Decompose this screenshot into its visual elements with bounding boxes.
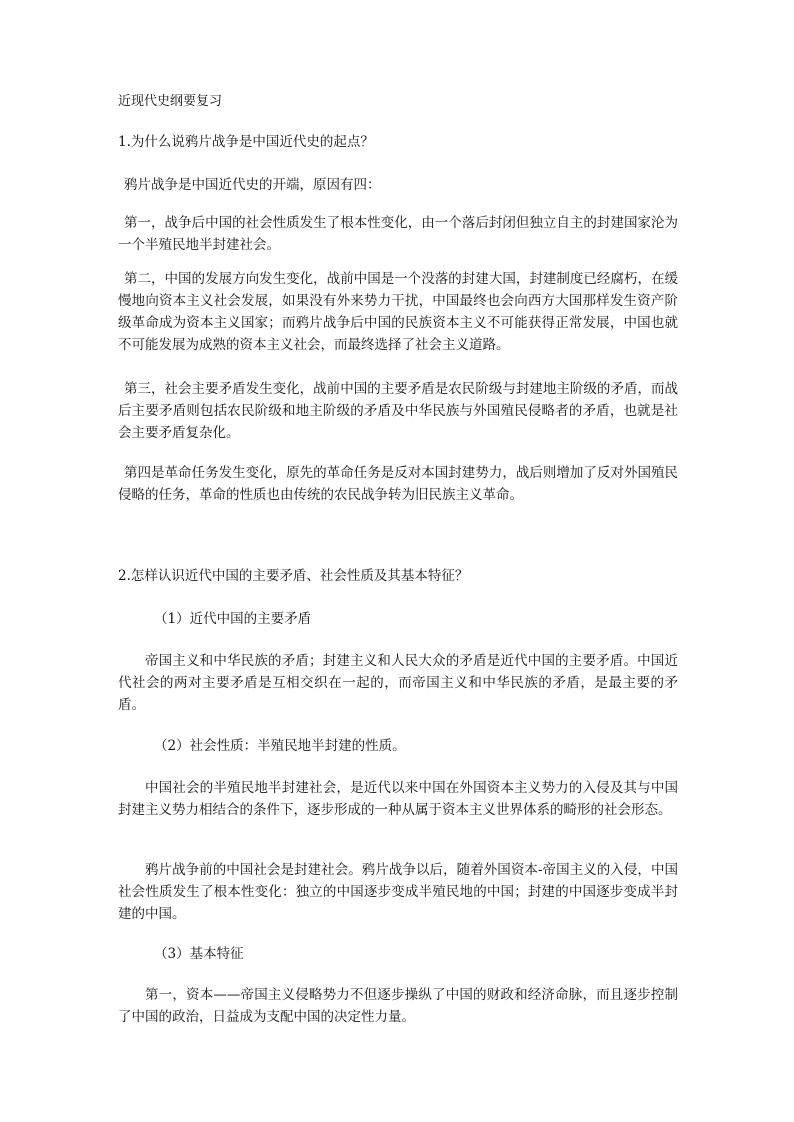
q2-section-2-heading: （2）社会性质：半殖民地半封建的性质。	[154, 738, 406, 754]
document-title: 近现代史纲要复习	[118, 94, 223, 109]
q2-section-1-paragraph: 帝国主义和中华民族的矛盾；封建主义和人民大众的矛盾是近代中国的主要矛盾。中国近代社会的两对主要矛盾是互相交织在一起的，而帝国主义和中华民族的矛盾，是最主要的矛盾。	[118, 653, 678, 713]
q1-point-2-paragraph: 第二，中国的发展方向发生变化，战前中国是一个没落的封建大国，封建制度已经腐朽，在缓慢地向资本主义社会发展，如果没有外来势力干扰，中国最终也会向西方大国那样发生资产阶级革命成为资本主义国家；而鸦片战争后中国的民族资本主义不可能获得正常发展，中国也就不可能发展为成熟的资本主义社会，而最终选择了社会主义道路。	[118, 271, 678, 353]
question-1-heading: 1.为什么说鸦片战争是中国近代史的起点？	[118, 134, 374, 150]
question-2-heading: 2.怎样认识近代中国的主要矛盾、社会性质及其基本特征？	[118, 568, 469, 584]
q2-section-1-heading: （1）近代中国的主要矛盾	[154, 611, 312, 627]
q1-intro-paragraph: 鸦片战争是中国近代史的开端，原因有四：	[124, 177, 381, 193]
q1-point-4-paragraph: 第四是革命任务发生变化，原先的革命任务是反对本国封建势力，战后则增加了反对外国殖民侵略的任务，革命的性质也由传统的农民战争转为旧民族主义革命。	[118, 465, 678, 503]
q1-point-3-paragraph: 第三，社会主要矛盾发生变化，战前中国的主要矛盾是农民阶级与封建地主阶级的矛盾，而战后主要矛盾则包括农民阶级和地主阶级的矛盾及中华民族与外国殖民侵略者的矛盾，也就是社会主要矛盾复杂化。	[118, 381, 678, 441]
q2-section-3-heading: （3）基本特征	[154, 946, 244, 962]
q2-section-2-paragraph-2: 鸦片战争前的中国社会是封建社会。鸦片战争以后，随着外国资本-帝国主义的入侵，中国社会性质发生了根本性变化：独立的中国逐步变成半殖民地的中国；封建的中国逐步变成半封建的中国。	[118, 862, 678, 922]
q1-point-1-paragraph: 第一，战争后中国的社会性质发生了根本性变化，由一个落后封闭但独立自主的封建国家沦为一个半殖民地半封建社会。	[118, 215, 678, 253]
q2-section-3-paragraph: 第一，资本——帝国主义侵略势力不但逐步操纵了中国的财政和经济命脉，而且逐步控制了中国的政治，日益成为支配中国的决定性力量。	[118, 987, 678, 1025]
q2-section-2-paragraph-1: 中国社会的半殖民地半封建社会，是近代以来中国在外国资本主义势力的入侵及其与中国封建主义势力相结合的条件下，逐步形成的一种从属于资本主义世界体系的畸形的社会形态。	[118, 780, 678, 818]
